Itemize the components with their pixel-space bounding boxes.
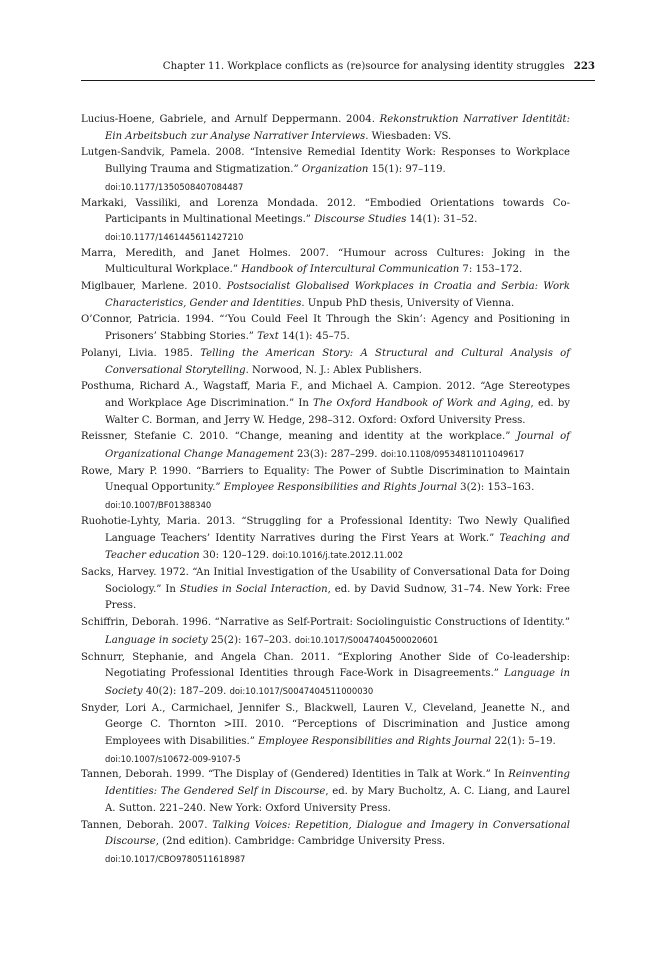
- reference-entry: [81, 312, 570, 345]
- reference-doi: doi:10.1007/s10672-009-9107-5: [105, 753, 241, 764]
- reference-title: Employee Responsibilities and Rights Journal: [223, 482, 457, 494]
- reference-entry: [81, 514, 570, 565]
- reference-text: O’Connor, Patricia. 1994. “‘You Could Feel It Through the Skin’: Agency and Positioning in Prisoners’ Stabbing Stories.”: [81, 314, 570, 343]
- reference-doi: doi:10.1017/S0047404511000030: [229, 685, 374, 696]
- reference-title: Talking Voices: Repetition, Dialogue and Imagery in Conversational Discourse: [105, 819, 570, 848]
- reference-entry: [81, 346, 570, 379]
- reference-text: Marra, Meredith, and Janet Holmes. 2007. “Humour across Cultures: Joking in the Multicultural Workplace.”: [81, 247, 570, 276]
- reference-entry: [81, 701, 570, 768]
- reference-doi: doi:10.1016/j.tate.2012.11.002: [272, 550, 404, 561]
- reference-text: Sacks, Harvey. 1972. “An Initial Investigation of the Usability of Conversational Data for Doing Sociology.” In: [81, 566, 570, 595]
- reference-list: [81, 112, 570, 868]
- reference-text: , ed. by Walter C. Borman, and Jerry W. Hedge, 298–312. Oxford: Oxford University Press.: [105, 397, 570, 426]
- running-title: Chapter 11. Workplace conflicts as (re)source for analysing identity struggles: [162, 61, 565, 72]
- reference-text: , ed. by Mary Bucholtz, A. C. Liang, and Laurel A. Sutton. 221–240. New York: Oxford University Press.: [105, 786, 570, 814]
- reference-text: , ed. by David Sudnow, 31–74. New York: Free Press.: [105, 583, 570, 612]
- reference-doi: doi:10.1017/S0047404500020601: [294, 634, 439, 645]
- reference-entry: [81, 379, 570, 429]
- reference-entry: [81, 615, 570, 649]
- reference-text: Posthuma, Richard A., Wagstaff, Maria F., and Michael A. Campion. 2012. “Age Stereotypes and Workplace Age Discrimination.” In: [81, 381, 570, 409]
- reference-text: 22(1): 5–19.: [491, 736, 556, 748]
- reference-text: 3(2): 153–163.: [456, 482, 535, 494]
- page-number: 223: [573, 60, 595, 72]
- reference-doi: doi:10.1017/CBO9780511618987: [105, 853, 246, 864]
- reference-text: . Wiesbaden: VS.: [365, 130, 452, 142]
- reference-doi: doi:10.1177/1461445611427210: [105, 231, 244, 242]
- reference-text: Ruohotie-Lyhty, Maria. 2013. “Struggling for a Professional Identity: Two Newly Qualified Language Teachers’ Identity Narratives during the First Years at Work.”: [81, 515, 570, 544]
- reference-doi: doi:10.1007/BF01388340: [105, 500, 212, 511]
- reference-entry: [81, 429, 570, 463]
- reference-title: Reinventing Identities: The Gendered Self in Discourse: [105, 769, 570, 798]
- reference-text: Miglbauer, Marlene. 2010.: [81, 281, 227, 293]
- reference-title: The Oxford Handbook of Work and Aging: [313, 397, 531, 409]
- reference-doi: doi:10.1108/09534811011049617: [380, 449, 525, 460]
- reference-text: Schnurr, Stephanie, and Angela Chan. 2011. “Exploring Another Side of Co-leadership: Negotiating Professional Identities through Face-Work in Disagreements.”: [81, 651, 570, 680]
- reference-title: Language in Society: [105, 668, 570, 697]
- reference-entry: [81, 565, 570, 615]
- reference-text: Markaki, Vassiliki, and Lorenza Mondada. 2012. “Embodied Orientations towards Co-Participants in Multinational Meetings.”: [81, 197, 570, 226]
- reference-text: Schiffrin, Deborah. 1996. “Narrative as Self-Portrait: Sociolinguistic Constructions of Identity.”: [81, 617, 570, 629]
- reference-text: Polanyi, Livia. 1985.: [81, 347, 201, 359]
- reference-text: 7: 153–172.: [459, 264, 523, 276]
- reference-entry: [81, 464, 570, 514]
- reference-entry: [81, 279, 570, 312]
- reference-text: 30: 120–129.: [199, 550, 270, 562]
- reference-text: Lutgen-Sandvik, Pamela. 2008. “Intensive Remedial Identity Work: Responses to Workplace Bullying Trauma and Stigmatization.”: [81, 147, 570, 176]
- reference-title: Telling the American Story: A Structural and Cultural Analysis of Conversational Storytelling: [105, 347, 570, 376]
- reference-text: Lucius-Hoene, Gabriele, and Arnulf Deppermann. 2004.: [81, 114, 380, 125]
- reference-title: Studies in Social Interaction: [179, 583, 328, 595]
- reference-text: Tannen, Deborah. 2007.: [81, 819, 213, 831]
- reference-entry: [81, 112, 570, 145]
- reference-entry: [81, 767, 570, 817]
- reference-text: 25(2): 167–203.: [207, 634, 292, 646]
- reference-title: Language in society: [105, 634, 208, 646]
- reference-text: 14(1): 45–75.: [278, 331, 350, 343]
- reference-entry: [81, 246, 570, 279]
- reference-title: Journal of Organizational Change Management: [105, 431, 570, 461]
- reference-entry: [81, 818, 570, 868]
- reference-title: Organization: [301, 164, 369, 176]
- reference-text: 40(2): 187–209.: [142, 685, 227, 697]
- reference-text: Rowe, Mary P. 1990. “Barriers to Equality: The Power of Subtle Discrimination to Maintain Unequal Opportunity.”: [81, 465, 570, 494]
- running-header: [81, 60, 595, 81]
- reference-text: Tannen, Deborah. 1999. “The Display of (Gendered) Identities in Talk at Work.” In: [81, 769, 509, 781]
- reference-title: Text: [257, 331, 279, 343]
- reference-text: 23(3): 287–299.: [293, 449, 378, 461]
- reference-title: Handbook of Intercultural Communication: [241, 264, 460, 276]
- reference-text: Reissner, Stefanie C. 2010. “Change, meaning and identity at the workplace.”: [81, 431, 517, 443]
- reference-entry: [81, 650, 570, 701]
- reference-title: Teaching and Teacher education: [105, 532, 571, 562]
- reference-text: . Norwood, N. J.: Ablex Publishers.: [245, 364, 423, 376]
- reference-entry: [81, 145, 570, 195]
- reference-title: Employee Responsibilities and Rights Journal: [258, 736, 492, 748]
- reference-text: 15(1): 97–119.: [368, 164, 446, 176]
- reference-doi: doi:10.1177/1350508407084487: [105, 181, 244, 192]
- reference-title: Postsocialist Globalised Workplaces in Croatia and Serbia: Work Characteristics, Gender and Identities: [105, 281, 570, 309]
- reference-text: . Unpub PhD thesis, University of Vienna.: [301, 297, 515, 309]
- reference-entry: [81, 196, 570, 246]
- reference-title: Discourse Studies: [314, 214, 407, 226]
- reference-text: , (2nd edition). Cambridge: Cambridge University Press.: [155, 836, 446, 848]
- reference-title: Rekonstruktion Narrativer Identität: Ein Arbeitsbuch zur Analyse Narrativer Interviews: [105, 114, 570, 142]
- reference-text: 14(1): 31–52.: [406, 214, 478, 226]
- reference-text: Snyder, Lori A., Carmichael, Jennifer S., Blackwell, Lauren V., Cleveland, Jeanette N., and George C. Thornton >III. 2010. “Perceptions of Discrimination and Justice among Employees with Disabilities.”: [81, 702, 570, 748]
